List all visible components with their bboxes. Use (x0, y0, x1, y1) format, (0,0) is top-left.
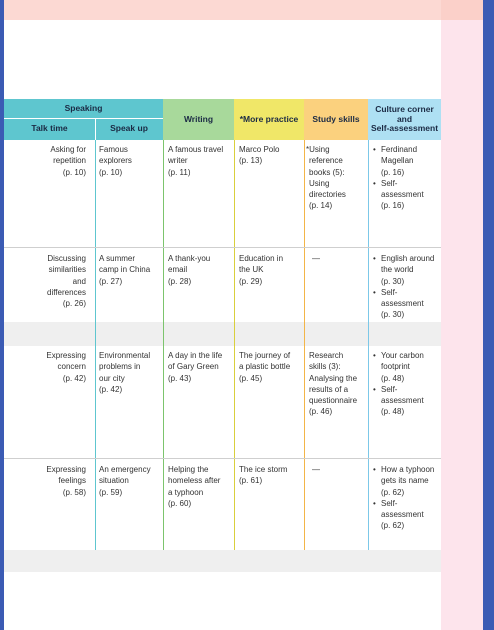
row-line (4, 247, 441, 248)
cell-line: gets its name (381, 476, 429, 486)
cell-line: • Self-assessment (381, 287, 424, 309)
cell-line: feelings (58, 476, 86, 486)
cell-line: (p. 48) (381, 407, 405, 417)
cell-line: directories (309, 190, 346, 200)
column-line (368, 140, 369, 550)
culture-list-item (373, 144, 439, 178)
cell-line: (p. 58) (62, 487, 86, 497)
cell-line: the UK (239, 265, 264, 275)
cell-line: Discussing (47, 254, 86, 263)
column-line (163, 140, 164, 550)
cell-line: and (72, 276, 86, 286)
cell-line: • How a typhoon (381, 465, 435, 474)
talk-time-cell (6, 253, 86, 309)
cell-line: questionnaire (309, 396, 358, 406)
cell-line: our city (99, 373, 125, 383)
cell-line: (p. 16) (381, 201, 405, 211)
column-line (95, 118, 96, 140)
header-culture-corner (368, 99, 441, 140)
cell-line: (p. 10) (62, 167, 86, 177)
writing-cell (168, 464, 232, 509)
cell-line: concern (57, 362, 86, 372)
study-skills-cell (309, 350, 366, 418)
cell-line: similarities (48, 265, 86, 275)
speak-up-cell (99, 350, 161, 395)
cell-line: (p. 10) (99, 167, 123, 177)
cell-line: The journey of (239, 351, 291, 360)
top-decorative-band (4, 0, 483, 20)
cell-line: explorers (99, 156, 132, 166)
header-talk-time: Talk time (4, 118, 95, 140)
cell-line: (p. 26) (62, 299, 86, 309)
cell-line: • Self-assessment (381, 178, 424, 200)
cell-line: (p. 46) (309, 407, 333, 417)
row-line (4, 458, 441, 459)
cell-line: repetition (53, 156, 86, 166)
cell-line: A day in the life (168, 351, 223, 360)
cell-line: (p. 30) (381, 276, 405, 286)
cell-line: (p. 42) (62, 373, 86, 383)
cell-line: a plastic bottle (239, 362, 291, 372)
cell-line: • Ferdinand (381, 145, 418, 154)
cell-line: • Self-assessment (381, 384, 424, 406)
talk-time-cell (6, 350, 86, 384)
culture-cell (373, 350, 439, 418)
left-frame-border (0, 0, 4, 630)
header-writing: Writing (163, 99, 234, 140)
cell-line: results of a (309, 384, 349, 394)
right-margin-strip (441, 0, 483, 630)
culture-cell (373, 464, 439, 532)
column-line (95, 140, 96, 550)
cell-line: • English around (381, 254, 435, 263)
header-more-practice: *More practice (234, 99, 304, 140)
cell-line: Asking for (50, 145, 86, 154)
top-band-corner (441, 0, 483, 20)
study-skills-dash: — (312, 465, 320, 474)
culture-list-item (373, 384, 439, 418)
cell-line: of Gary Green (168, 362, 219, 372)
cell-line: (p. 14) (309, 201, 333, 211)
speak-up-cell (99, 464, 161, 498)
cell-line: The ice storm (239, 465, 288, 474)
cell-line: (p. 29) (239, 276, 263, 286)
culture-cell (373, 144, 439, 212)
cell-line: differences (47, 287, 86, 297)
cell-line: situation (99, 476, 129, 486)
cell-line: • Self-assessment (381, 498, 424, 520)
header-culture-line: Culture corner (375, 104, 434, 115)
study-skills-cell (306, 144, 363, 212)
header-study-skills: Study skills (304, 99, 368, 140)
cell-line: reference (309, 156, 343, 166)
cell-line: Famous (99, 145, 128, 154)
culture-list-item (373, 464, 439, 498)
column-line (234, 140, 235, 550)
study-skills-dash: — (312, 254, 320, 263)
cell-line: (p. 48) (381, 373, 405, 383)
cell-line: A summer (99, 254, 136, 263)
cell-line: (p. 11) (168, 167, 191, 177)
header-divider (4, 118, 163, 119)
header-speak-up: Speak up (95, 118, 163, 140)
more-practice-cell (239, 253, 301, 287)
more-practice-cell (239, 144, 301, 167)
cell-line: writer (168, 156, 188, 166)
speak-up-cell (99, 144, 161, 178)
culture-list-item (373, 498, 439, 532)
cell-line: Marco Polo (239, 145, 280, 154)
cell-line: footprint (381, 362, 410, 372)
talk-time-cell (6, 144, 86, 178)
talk-time-cell (6, 464, 86, 498)
writing-cell (168, 144, 232, 178)
header-culture-line: and (396, 113, 413, 124)
row-separator-band (4, 550, 441, 572)
cell-line: A famous travel (168, 145, 224, 154)
cell-line: (p. 13) (239, 156, 263, 166)
cell-line: Research (309, 351, 344, 360)
culture-list-item (373, 178, 439, 212)
culture-cell (373, 253, 439, 321)
cell-line: Helping the (168, 465, 209, 474)
cell-line: Expressing (46, 465, 86, 474)
speak-up-cell (99, 253, 161, 287)
culture-list-item (373, 287, 439, 321)
row-separator-band (4, 322, 441, 346)
more-practice-cell (239, 350, 301, 384)
cell-line: Analysing the (309, 373, 358, 383)
cell-line: (p. 27) (99, 276, 123, 286)
column-line (304, 140, 305, 550)
cell-line: (p. 61) (239, 476, 263, 486)
writing-cell (168, 350, 232, 384)
cell-line: Environmental (99, 351, 151, 360)
cell-line: (p. 59) (99, 487, 123, 497)
cell-line: a typhoon (168, 487, 204, 497)
cell-line: (p. 28) (168, 276, 192, 286)
cell-line: (p. 60) (168, 498, 192, 508)
cell-line: • Your carbon (381, 351, 424, 360)
cell-line: books (5): (309, 167, 345, 177)
cell-line: camp in China (99, 265, 151, 275)
culture-list-item (373, 253, 439, 287)
cell-line: (p. 42) (99, 384, 123, 394)
header-speaking: Speaking (4, 99, 163, 118)
cell-line: An emergency (99, 465, 151, 474)
cell-line: Education in (239, 254, 284, 263)
cell-line: (p. 16) (381, 167, 405, 177)
cell-line: problems in (99, 362, 141, 372)
cell-line: Magellan (381, 156, 414, 166)
more-practice-cell (239, 464, 301, 487)
cell-line: (p. 62) (381, 487, 405, 497)
cell-line: email (168, 265, 188, 275)
cell-line: (p. 30) (381, 310, 405, 320)
cell-line: (p. 43) (168, 373, 192, 383)
cell-line: Expressing (46, 351, 86, 360)
culture-list-item (373, 350, 439, 384)
cell-line: *Using (306, 145, 330, 154)
cell-line: skills (3): (309, 362, 341, 372)
cell-line: A thank-you (168, 254, 211, 263)
right-frame-border (483, 0, 494, 630)
cell-line: (p. 62) (381, 521, 405, 531)
header-culture-line: Self-assessment (370, 123, 439, 134)
cell-line: the world (381, 265, 414, 275)
writing-cell (168, 253, 232, 287)
cell-line: (p. 45) (239, 373, 263, 383)
cell-line: Using (309, 178, 330, 188)
cell-line: homeless after (168, 476, 221, 486)
